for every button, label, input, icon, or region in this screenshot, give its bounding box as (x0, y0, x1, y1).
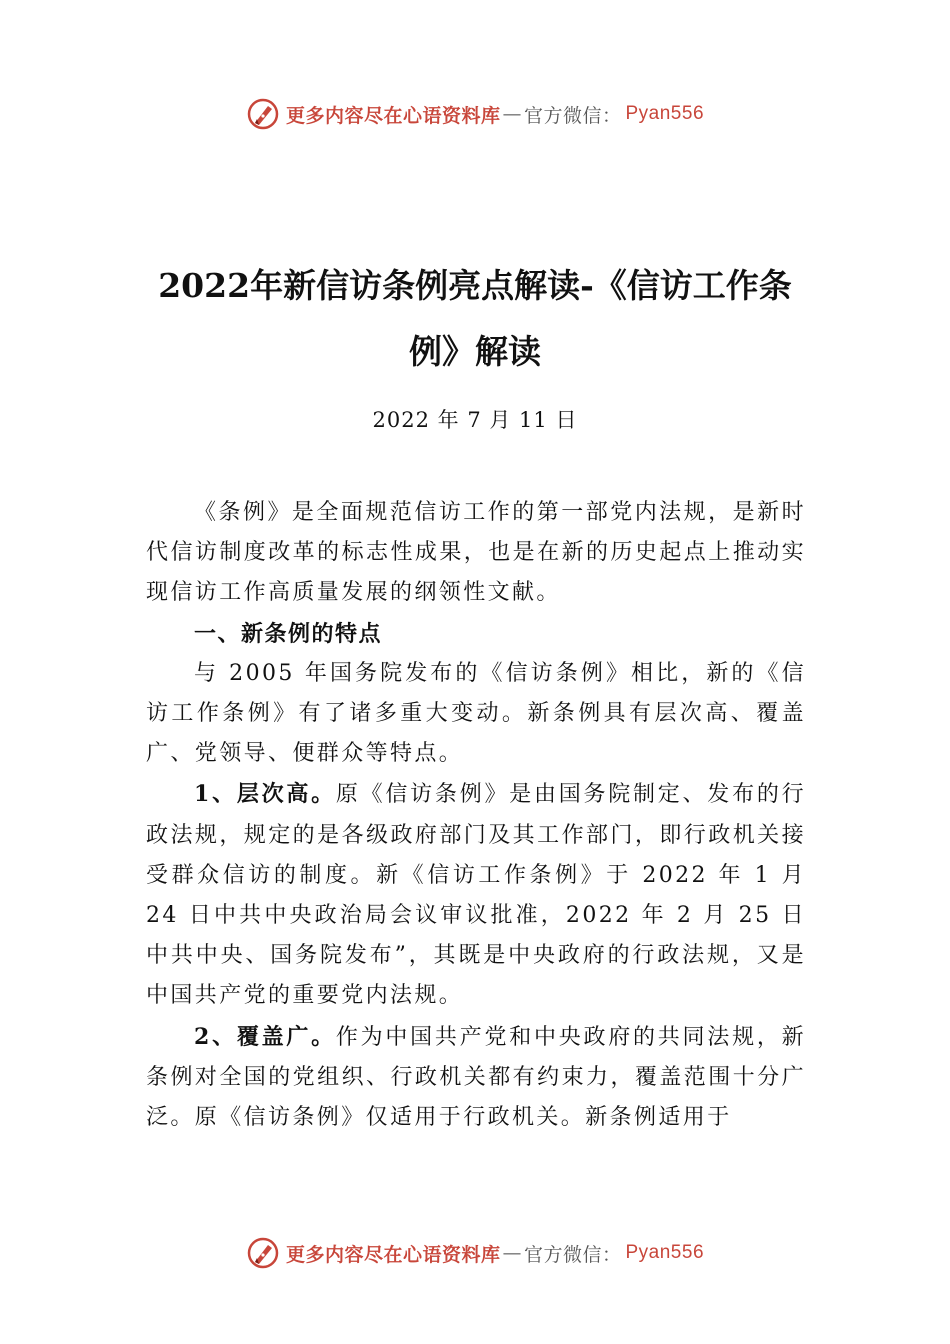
watermark-wechat-id: Pyan556 (625, 103, 705, 124)
watermark-brand: 更多内容尽在心语资料库 (285, 1243, 501, 1266)
section-intro-paragraph: 与 2005 年国务院发布的《信访条例》相比，新的《信访工作条例》有了诸多重大变动。新条例具有层次高、覆盖广、党领导、便群众等特点。 (146, 660, 806, 767)
point-label-2: 2、覆盖广。 (194, 1023, 336, 1050)
point-paragraph-2 (146, 1017, 806, 1139)
pen-logo-icon (246, 1236, 280, 1270)
watermark-label: 官方微信： (523, 1243, 622, 1266)
intro-paragraph: 《条例》是全面规范信访工作的第一部党内法规，是新时代信访制度改革的标志性成果，也是在新的历史起点上推动实现信访工作高质量发展的纲领性文献。 (146, 500, 806, 606)
point-label-1: 1、层次高。 (194, 781, 336, 808)
point-text-2: 作为中国共产党和中央政府的共同法规，新条例对全国的党组织、行政机关都有约束力，覆盖范围十分广泛。原《信访条例》仅适用于行政机关。新条例适用于 (146, 1024, 806, 1131)
watermark-dash: — (502, 1242, 522, 1264)
point-paragraph-1 (146, 774, 806, 1016)
header-watermark (0, 94, 950, 134)
watermark-dash: — (502, 103, 522, 125)
document-title: 2022年新信访条例亮点解读-《信访工作条例》解读 (158, 266, 792, 371)
watermark-brand: 更多内容尽在心语资料库 (285, 104, 501, 127)
footer-watermark (0, 1233, 950, 1273)
point-text-1: 原《信访条例》是由国务院制定、发布的行政法规，规定的是各级政府部门及其工作部门，即行政机关接受群众信访的制度。新《信访工作条例》于 2022 年 1 月 24 日中共中央政治局会议审议批准，2022 年 2 月 25 日中共中央、国务院发布”，其既是中央政府的行政法规，又是中国共产党的重要党内法规。 (146, 782, 806, 1009)
watermark-label: 官方微信： (523, 104, 622, 127)
watermark-wechat-id: Pyan556 (625, 1242, 705, 1263)
section-heading: 一、新条例的特点 (194, 620, 383, 647)
pen-logo-icon (246, 97, 280, 131)
document-date: 2022 年 7 月 11 日 (372, 408, 578, 432)
document-body (146, 493, 806, 1138)
